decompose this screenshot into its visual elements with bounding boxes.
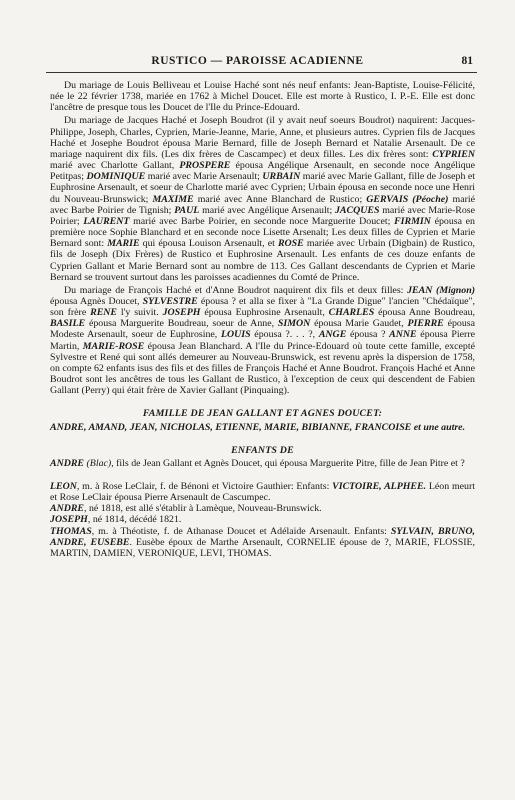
- paragraph-text: épousa ?: [346, 329, 390, 341]
- child-entry: [50, 514, 475, 525]
- paragraph-text: marié avec Anne Blanchard de Rustico;: [193, 193, 367, 205]
- paragraph-2: [50, 115, 475, 282]
- paragraph-text: épousa en première noce Sophie Blanchard et en seconde noce Lisette Arsenalt; Les deux filles de Cyprien et Marie Bernard sont:: [50, 215, 475, 250]
- paragraph-text: épousa Pierre Martin,: [50, 329, 475, 352]
- paragraph-text: épousa Angélique Arsenault, en seconde noce Angélique Petitpas;: [50, 160, 475, 183]
- andre-entry: [50, 458, 475, 469]
- paragraph-name: JOSEPH: [162, 307, 201, 319]
- paragraph-text: épousa Euphrosine Arsenault,: [200, 307, 329, 319]
- paragraph-text: marié avec Angélique Arsenault;: [199, 204, 335, 216]
- paragraph-text: épousa Marguerite Boudreau, soeur de Anne,: [85, 318, 278, 330]
- child-name: THOMAS: [50, 525, 92, 537]
- paragraph-text: épousa ? et alla se fixer à "La Grande Digue" l'ancien "Chédaïque", son frère: [50, 295, 476, 319]
- child-name: LEON: [50, 481, 77, 492]
- paragraph-text: qui épousa Louison Arsenault, et: [139, 238, 278, 250]
- paragraph-name: ANGE: [318, 329, 347, 341]
- page-body: [50, 80, 475, 559]
- paragraph-name: ANNE: [389, 329, 417, 341]
- paragraph-name: GERVAIS (Péoche): [366, 193, 449, 205]
- page-number: 81: [461, 55, 473, 67]
- paragraph-text: l'y suivit.: [117, 307, 163, 319]
- child-text: , né 1814, décédé 1821.: [87, 514, 182, 526]
- paragraph-name: JACQUES: [334, 204, 380, 216]
- child-entry: [50, 503, 475, 514]
- paragraph-text: épousa Modeste Arsenault, soeur de Euphrosine,: [50, 318, 475, 341]
- paragraph-name: MARIE-ROSE: [82, 340, 145, 352]
- page-header: [0, 55, 515, 71]
- child-name: ANDRE: [50, 503, 85, 515]
- child-text: , m. à Rose LeClair, f. de Bénoni et Victoire Gauthier: Enfants:: [76, 481, 333, 492]
- paragraph-1: [50, 80, 475, 113]
- paragraph-name: RENE: [90, 307, 118, 319]
- paragraph-name: MAXIME: [152, 193, 194, 205]
- paragraph-name: PROSPERE: [179, 160, 231, 172]
- paragraph-name: PAUL: [174, 204, 200, 216]
- running-title: RUSTICO — PAROISSE ACADIENNE: [151, 55, 364, 67]
- paragraph-name: FIRMIN: [394, 215, 431, 227]
- child-text: , m. à Théotiste, f. de Athanase Doucet et Adélaide Arsenault. Enfants:: [91, 525, 391, 537]
- paragraph-text: épousa Marie Gaudet,: [310, 318, 408, 330]
- child-kids: VICTOIRE, ALPHEE.: [332, 481, 427, 492]
- child-name: JOSEPH: [50, 514, 88, 526]
- paragraph-name: URBAIN: [262, 171, 301, 183]
- paragraph-name: CYPRIEN: [432, 148, 475, 160]
- paragraph-text: marié avec Barbe Poirier, en seconde noce Marguerite Doucet;: [129, 215, 395, 227]
- main-paragraphs: [50, 80, 475, 396]
- paragraph-name: LAURENT: [83, 215, 130, 227]
- paragraph-name: JEAN (Mignon): [407, 284, 476, 296]
- andre-name: ANDRE: [50, 457, 85, 469]
- paragraph-name: LOUIS: [220, 329, 251, 341]
- child-tail: . Eusèbe époux de Marthe Arsenault, CORNELIE épouse de ?, MARIE, FLOSSIE, MARTIN, DAMIEN, VERONIQUE, LEVI, THOMAS.: [50, 536, 475, 559]
- paragraph-text: marié avec Charlotte Gallant,: [50, 160, 180, 172]
- children-heading: ENFANTS DE: [231, 444, 294, 456]
- paragraph-name: CHARLES: [328, 307, 375, 319]
- paragraph-name: SIMON: [277, 318, 311, 330]
- paragraph-text: épousa Anne Boudreau,: [374, 307, 475, 319]
- paragraph-text: épousa ?. . . ?,: [250, 329, 319, 341]
- paragraph-text: marié avec Marie-Rose Poirier;: [50, 204, 475, 227]
- paragraph-text: Du mariage de Louis Belliveau et Louise Haché sont nés neuf enfants: Jean-Baptiste, Louise-Félicité, née le 22 février 1738, mariée en 1762 à Michel Doucet. Elle est morte à Rustico, I. P.-E. Elle est donc l'ancêtre de presque tous les Doucet de l'Ile du Prince-Edouard.: [50, 80, 475, 114]
- header-rule: [46, 72, 477, 73]
- paragraph-3: [50, 285, 475, 397]
- paragraph-text: épousa Jean Blanchard. A l'Ile du Prince-Edouard où toute cette famille, excepté Sylvestre et René qui sont allés demeurer au Nouveau-Brunswick, est revenu après la dispersion de 1758, on compte 62 enfants isus des fils et des filles de François Haché et Anne Boudrot. François Haché et Anne Boudrot sont les ancêtres de tous les Gallant de Rustico, à l'exception de ceux qui descendent de Fabien Gallant (Perry) qui était frère de Xavier Gallant (Pinquaing).: [50, 340, 475, 397]
- child-entry: [50, 481, 475, 503]
- paragraph-text: marié avec Barbe Poirier de Tignish;: [50, 193, 475, 216]
- paragraph-name: BASILE: [50, 318, 86, 330]
- paragraph-name: PIERRE: [407, 318, 444, 330]
- paragraph-text: marié avec Marie Gallant, fille de Joseph et Euphrosine Arsenault, et soeur de Charlotte marié avec Cyprien; Urbain épousa en seconde noce une Henri du Nouveau-Brunswick;: [50, 171, 475, 205]
- paragraph-name: DOMINIQUE: [86, 171, 146, 183]
- child-kids: SYLVAIN, BRUNO, ANDRE, EUSEBE: [50, 525, 476, 548]
- family-heading: FAMILLE DE JEAN GALLANT ET AGNES DOUCET:: [142, 408, 383, 420]
- child-tail: Léon meurt et Rose LeClair épousa Pierre Arsenault de Cascumpec.: [50, 481, 475, 504]
- paragraph-text: Du mariage de François Haché et d'Anne Boudrot naquirent dix fils et deux filles:: [64, 284, 408, 296]
- family-names: ANDRE, AMAND, JEAN, NICHOLAS, ETIENNE, MARIE, BIBIANNE, FRANCOISE et une autre.: [50, 421, 466, 433]
- paragraph-name: MARIE: [107, 238, 140, 250]
- paragraph-name: ROSE: [277, 238, 304, 250]
- paragraph-text: marié avec Marie Arsenault;: [145, 171, 263, 183]
- child-text: , né 1818, est allé s'établir à Lamèque, Nouveau-Brunswick.: [84, 503, 322, 515]
- paragraph-text: mariée avec Urbain (Digbain) de Rustico, fils de Joseph (Dix Frères) de Rustico et Euphrosine Arsenault. Les enfants de ces douze enfants de Cyprien Gallant et Marie Bernard sont au nombre de 113. Ces Gallant descendants de Cyprien et Marie Bernard se trouvent surtout dans les paroisses acadiennes du Comté de Prince.: [50, 238, 475, 283]
- andre-alias: (Blac): [86, 457, 112, 469]
- andre-text: , fils de Jean Gallant et Agnès Doucet, qui épousa Marguerite Pitre, fille de Jean Pitre et ?: [111, 457, 465, 469]
- child-entry: [50, 526, 475, 559]
- spacer: [50, 469, 475, 481]
- child-entries: [50, 481, 475, 559]
- paragraph-text: épousa Agnès Doucet,: [50, 295, 143, 307]
- paragraph-name: SYLVESTRE: [142, 295, 198, 307]
- paragraph-text: Du mariage de Jacques Haché et Joseph Boudrot (il y avait neuf soeurs Boudrot) naquirent: Jacques-Philippe, Joseph, Charles, Cyprien, Marie-Jeanne, Marie, Anne, et plusieurs autres. Cyprien fils de Jacques Haché et Josephe Boudrot épousa Marie Bernard, fille de Joseph Bernard et Natalie Arsenault. De ce mariage naquirent dix fils. (Les dix frères de Cascampec) et deux filles. Les dix frères sont:: [50, 115, 475, 160]
